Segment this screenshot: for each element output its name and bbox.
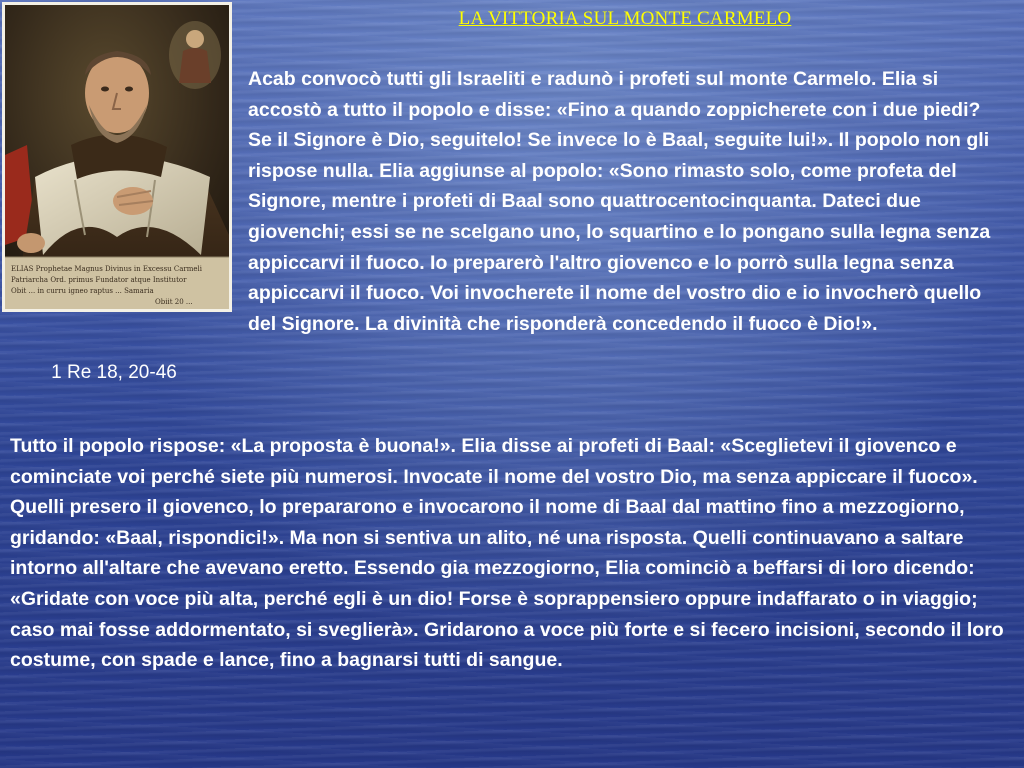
svg-text:Patriarcha Ord. primus Fundato: Patriarcha Ord. primus Fundator atque Institutor xyxy=(11,276,187,284)
svg-text:Obiit 20 ...: Obiit 20 ... xyxy=(155,298,193,306)
saint-portrait-image xyxy=(2,2,232,312)
bible-reference: 1 Re 18, 20-46 xyxy=(51,362,177,383)
svg-text:ELIAS Prophetae Magnus Divinus: ELIAS Prophetae Magnus Divinus in Excessu Carmeli xyxy=(11,265,203,273)
svg-text:Obit ... in curru igneo raptus: Obit ... in curru igneo raptus ... Samaria xyxy=(11,287,154,295)
paragraph-intro: Acab convocò tutti gli Israeliti e radunò i profeti sul monte Carmelo. Elia si accostò a tutto il popolo e disse: «Fino a quando zoppicherete con i due piedi? Se il Signore è Dio, seguitelo! Se invece lo è Baal, seguite lui!». Il popolo non gli rispose nulla. Elia aggiunse al popolo: «Sono rimasto solo, come profeta del Signore, mentre i profeti di Baal sono quattrocentocinquanta. Dateci due giovenchi; essi se ne scelgano uno, lo squartino e lo pongano sulla legna senza appiccarvi il fuoco. Io preparerò l'altro giovenco e lo porrò sulla legna senza appiccarvi il fuoco. Voi invocherete il nome del vostro dio e io invocherò quello del Signore. La divinità che risponderà concedendo il fuoco è Dio!». xyxy=(248,68,991,335)
paragraph-continuation: Tutto il popolo rispose: «La proposta è buona!». Elia disse ai profeti di Baal: «Sceglietevi il giovenco e cominciate voi perché siete più numerosi. Invocate il nome del vostro Dio, ma senza appiccare il fuoco». Quelli presero il giovenco, lo prepararono e invocarono il nome di Baal dal mattino fino a mezzogiorno, gridando: «Baal, rispondici!». Ma non si sentiva un alito, né una risposta. Quelli continuavano a saltare intorno all'altare che avevano eretto. Essendo gia mezzogiorno, Elia cominciò a beffarsi di loro dicendo: «Gridate con voce più alta, perché egli è un dio! Forse è soprappensiero oppure indaffarato o in viaggio; caso mai fosse addormentato, si sveglierà». Gridarono a voce più forte e si fecero incisioni, secondo il loro costume, con spade e lance, fino a bagnarsi tutti di sangue. xyxy=(10,435,1004,672)
slide-title: LA VITTORIA SUL MONTE CARMELO xyxy=(458,8,792,29)
